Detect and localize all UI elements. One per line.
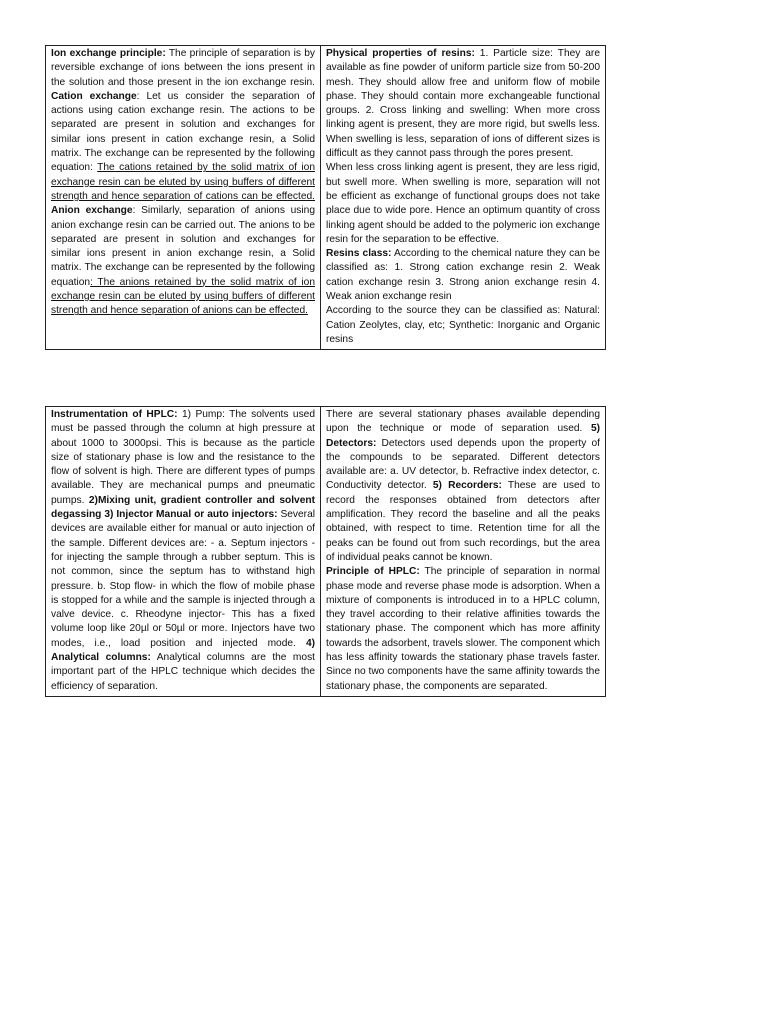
resins-class-heading: Resins class: bbox=[326, 248, 392, 260]
ion-exchange-principle-heading: Ion exchange principle: bbox=[51, 48, 166, 59]
cross-linking-paragraph: When less cross linking agent is present, they are less rigid, but swell more. When swelling is more, separation will not be efficient as exchange of functional groups does not take place due to wide pore. Hence an optimum quantity of cross linking agent should be added to the polymeric ion exchange resin for the separation to be effective. bbox=[326, 162, 600, 245]
cation-exchange-text: : Let us consider the separation of actions using cation exchange resin. The actions to be separated are present in solution and exchanges for similar ions present in cation exchange resin, a Solid matrix. The exchange can be represented by the following equation: bbox=[51, 90, 315, 174]
hplc-table bbox=[45, 406, 606, 697]
stationary-detectors-recorders-paragraph bbox=[326, 408, 600, 565]
resins-class-paragraph bbox=[326, 247, 600, 304]
physical-properties-paragraph bbox=[326, 47, 600, 161]
resin-source-paragraph: According to the source they can be classified as: Natural: Cation Zeolytes, clay, etc; Synthetic: Inorganic and Organic resins bbox=[326, 305, 600, 345]
detectors-text: Detectors used depends upon the property of the compounds to be separated. Different detectors available are: a. UV detector, b. Refractive index detector, c. Conductivity detector. bbox=[326, 437, 600, 492]
ion-exchange-principle-cell bbox=[46, 46, 321, 350]
pump-text: 1) Pump: The solvents used must be passed through the column at high pressure at about 1000 to 3000psi. This is because as the particle size of stationary phase is low and the resistance to the flow of solvent is high. There are different types of pumps available. They are mechanical pumps and pneumatic pumps. bbox=[51, 409, 315, 506]
cation-exchange-heading: Cation exchange bbox=[51, 90, 137, 102]
injector-text: Several devices are available either for manual or auto injection of the sample. Different devices are: - a. Septum injectors - for injecting the sample through a rubber septum. This is not common, since the septum has to withstand high pressure. b. Stop flow- in which the flow of mobile phase is stopped for a while and the sample is injected through a valve device. c. Rheodyne injector- This has a fixed volume loop like 20µl or 50µl or more. Injectors have two modes, i.e., load position and injected mode. bbox=[51, 509, 315, 649]
hplc-instrumentation-cell bbox=[46, 407, 321, 697]
stationary-phase-text: There are several stationary phases available depending upon the technique or mode of separation used. bbox=[326, 409, 600, 435]
anion-exchange-equation-text: : The anions retained by the solid matrix of ion exchange resin can be eluted by using buffers of different strength and hence separation of anions can be effected. bbox=[51, 276, 315, 317]
resin-properties-cell bbox=[321, 46, 606, 350]
anion-exchange-text: : Similarly, separation of anions using anion exchange resin can be carried out. The anions to be separated are present in solution and exchanges for similar ions present in anion exchange resin, a Solid matrix. The exchange can be represented by the following equation bbox=[51, 205, 315, 288]
table-row bbox=[46, 407, 606, 697]
table-row bbox=[46, 46, 606, 350]
anion-exchange-heading: Anion exchange bbox=[51, 205, 133, 217]
physical-properties-text: 1. Particle size: They are available as fine powder of uniform particle size from 50-200 mesh. They should allow free and uniform flow of mobile phase. They should contain more exchangeable functional groups. 2. Cross linking and swelling: When more cross linking agent is present, they are more rigid, but swells less. When swelling is less, separation of ions of different sizes is difficult as they cannot pass through the pores present. bbox=[326, 48, 600, 160]
analytical-columns-text: Analytical columns are the most important part of the HPLC technique which decides the efficiency of separation. bbox=[51, 652, 315, 692]
hplc-detectors-principle-cell bbox=[321, 407, 606, 697]
cation-exchange-equation-text: The cations retained by the solid matrix of ion exchange resin can be eluted by using buffers of different strength and hence separation of cations can be effected. bbox=[51, 162, 315, 202]
principle-hplc-text: The principle of separation in normal phase mode and reverse phase mode is adsorption. When a mixture of components is introduced in to a HPLC column, they travel according to their relative affinities towards the stationary phase. The component which has more affinity towards the adsorbent, travels slower. The component which has less affinity towards the stationary phase travels faster. Since no two components have the same affinity towards the stationary phase, the components are separated. bbox=[326, 566, 600, 692]
analytical-columns-heading: 4) Analytical columns: bbox=[51, 637, 315, 664]
resins-class-text: According to the chemical nature they can be classified as: 1. Strong cation exchange resin 2. Weak cation exchange resin 3. Strong anion exchange resin 4. Weak anion exchange resin bbox=[326, 248, 601, 303]
instrumentation-heading: Instrumentation of HPLC: bbox=[51, 409, 178, 420]
principle-hplc-paragraph bbox=[326, 565, 600, 694]
recorders-heading: 5) Recorders: bbox=[432, 480, 502, 492]
ion-exchange-table bbox=[45, 45, 606, 350]
ion-exchange-principle-text: The principle of separation is by reversible exchange of ions between the ions present in the solution and those present in the ion exchange resin. bbox=[51, 48, 315, 88]
detectors-heading: 5) Detectors: bbox=[326, 423, 600, 449]
recorders-text: These are used to record the responses obtained from detectors after amplification. They record the baseline and all the peaks obtained, with respect to time. Retention time for all the peaks can be found out from such recordings, but the area of individual peaks cannot be known. bbox=[326, 480, 600, 563]
principle-hplc-heading: Principle of HPLC: bbox=[326, 566, 420, 578]
physical-properties-heading: Physical properties of resins: bbox=[326, 48, 475, 59]
mixing-injector-heading: 2)Mixing unit, gradient controller and solvent degassing 3) Injector Manual or auto injectors: bbox=[51, 494, 315, 521]
